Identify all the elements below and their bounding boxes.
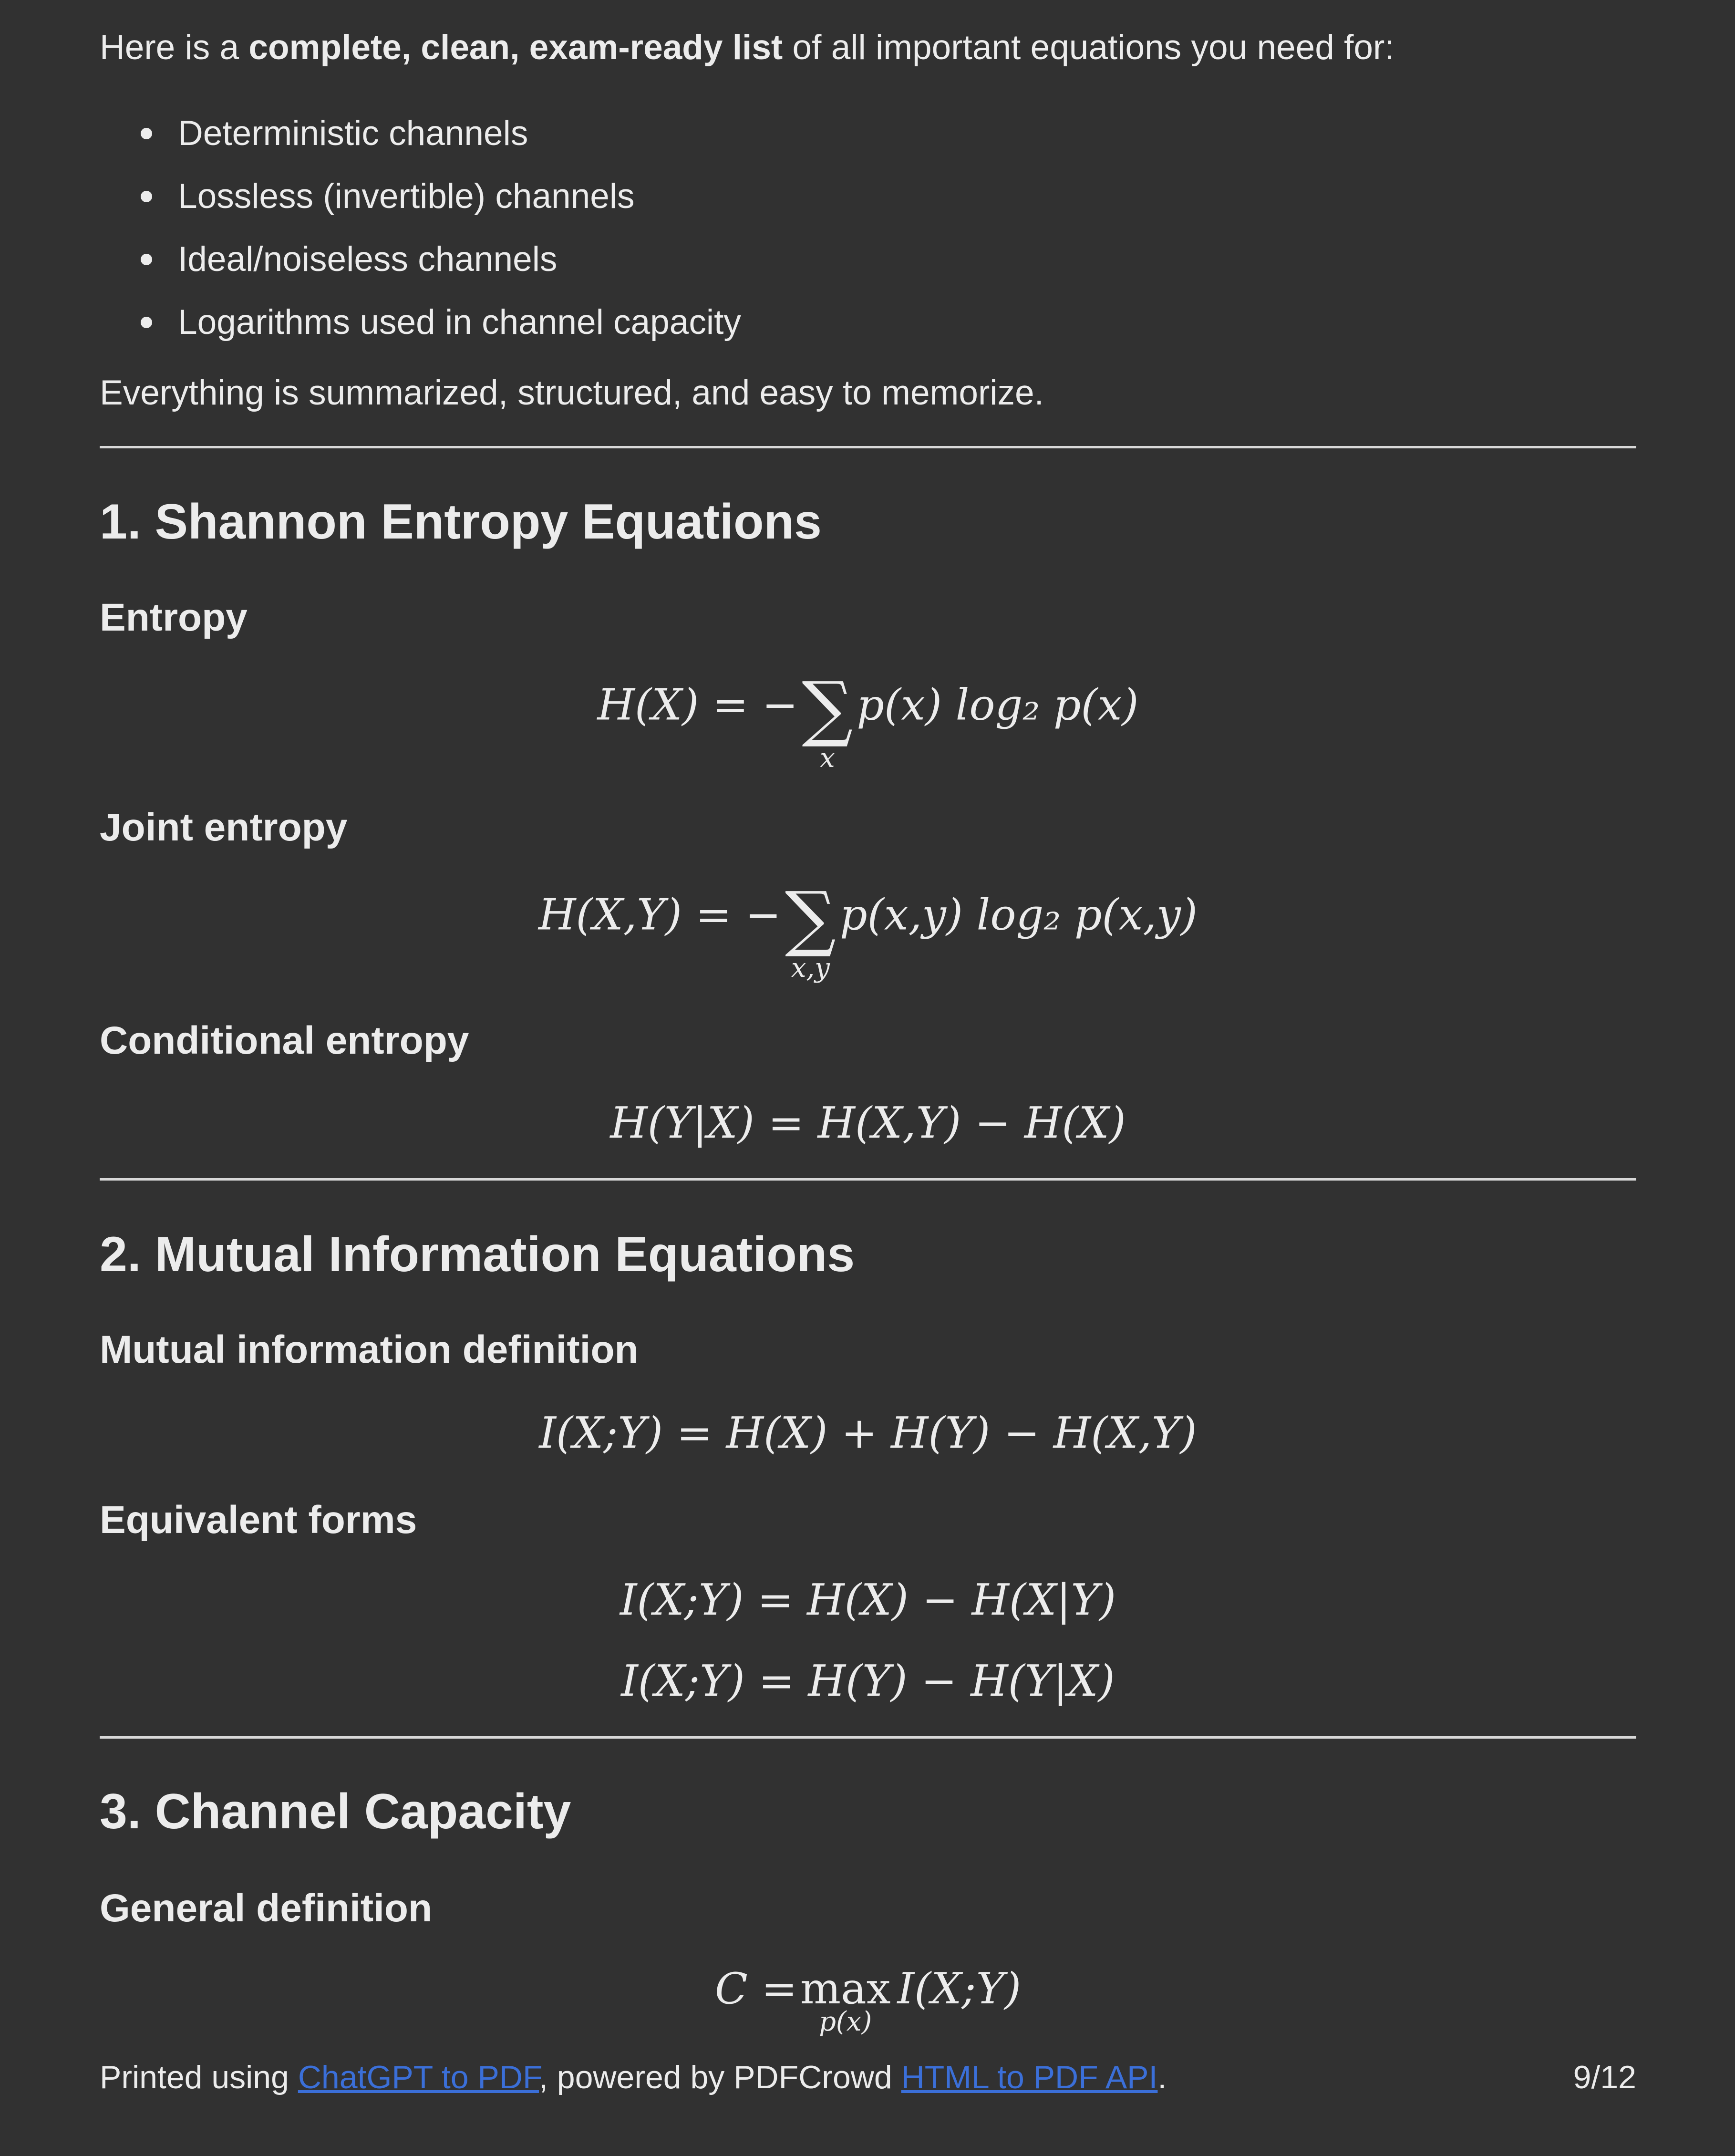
- subheading-mi-definition: Mutual information definition: [100, 1328, 639, 1371]
- equation-equivalent-form-1: [100, 1569, 1636, 1631]
- equation-text: I(X;Y) = H(Y) − H(Y|X): [621, 1656, 1115, 1706]
- list-item: Ideal/noiseless channels: [100, 228, 741, 291]
- page-number: 9/12: [1573, 2059, 1636, 2095]
- section-heading-entropy: 1. Shannon Entropy Equations: [100, 494, 822, 549]
- footer-middle: , powered by PDFCrowd: [538, 2059, 901, 2095]
- summation-symbol: ∑ x: [802, 667, 853, 774]
- equation-text: I(X;Y) = H(X) + H(Y) − H(X,Y): [539, 1408, 1197, 1458]
- footer-suffix: .: [1157, 2059, 1167, 2095]
- equation-rhs: I(X;Y): [897, 1964, 1022, 2014]
- chatgpt-to-pdf-link[interactable]: ChatGPT to PDF: [298, 2059, 539, 2095]
- summation-index: x: [820, 743, 835, 774]
- divider: [100, 1736, 1636, 1739]
- intro-suffix: of all important equations you need for:: [783, 28, 1394, 67]
- divider: [100, 1178, 1636, 1181]
- max-operator: [800, 1958, 891, 2037]
- intro-bold: complete, clean, exam-ready list: [248, 28, 783, 67]
- intro-paragraph: [100, 25, 1394, 71]
- list-item: Lossless (invertible) channels: [100, 165, 741, 228]
- max-label: max: [800, 1964, 891, 2014]
- equation-text: H(Y|X) = H(X,Y) − H(X): [610, 1098, 1126, 1148]
- summation-index: x,y: [791, 953, 830, 984]
- equation-equivalent-form-2: [100, 1650, 1636, 1712]
- equation-mi-definition: [100, 1402, 1636, 1464]
- html-to-pdf-api-link[interactable]: HTML to PDF API: [901, 2059, 1158, 2095]
- list-item: Deterministic channels: [100, 102, 741, 165]
- section-heading-channel-capacity: 3. Channel Capacity: [100, 1784, 571, 1839]
- subheading-equivalent-forms: Equivalent forms: [100, 1498, 417, 1542]
- list-item: Logarithms used in channel capacity: [100, 291, 741, 354]
- equation-entropy: [100, 667, 1636, 774]
- equation-conditional-entropy: [100, 1092, 1636, 1154]
- divider: [100, 446, 1636, 448]
- print-footer: [100, 2056, 1167, 2099]
- equation-lhs: H(X) = −: [597, 680, 798, 730]
- equation-lhs: H(X,Y) = −: [538, 890, 781, 940]
- equation-rhs: p(x,y) log₂ p(x,y): [839, 890, 1198, 940]
- subheading-entropy: Entropy: [100, 596, 248, 639]
- equation-joint-entropy: [100, 877, 1636, 984]
- subheading-joint-entropy: Joint entropy: [100, 806, 348, 849]
- section-heading-mutual-information: 2. Mutual Information Equations: [100, 1227, 855, 1282]
- summation-symbol: ∑ x,y: [785, 877, 836, 984]
- subheading-conditional-entropy: Conditional entropy: [100, 1019, 469, 1062]
- max-subscript: p(x): [819, 2006, 872, 2037]
- equation-text: I(X;Y) = H(X) − H(X|Y): [620, 1575, 1116, 1625]
- equation-lhs: C =: [714, 1964, 797, 2014]
- subheading-general-definition: General definition: [100, 1886, 433, 1930]
- equation-channel-capacity: [100, 1958, 1636, 2037]
- intro-prefix: Here is a: [100, 28, 249, 67]
- topic-list: [100, 102, 741, 354]
- summary-paragraph: Everything is summarized, structured, and easy to memorize.: [100, 373, 1044, 412]
- equation-rhs: p(x) log₂ p(x): [857, 680, 1139, 730]
- footer-prefix: Printed using: [100, 2059, 298, 2095]
